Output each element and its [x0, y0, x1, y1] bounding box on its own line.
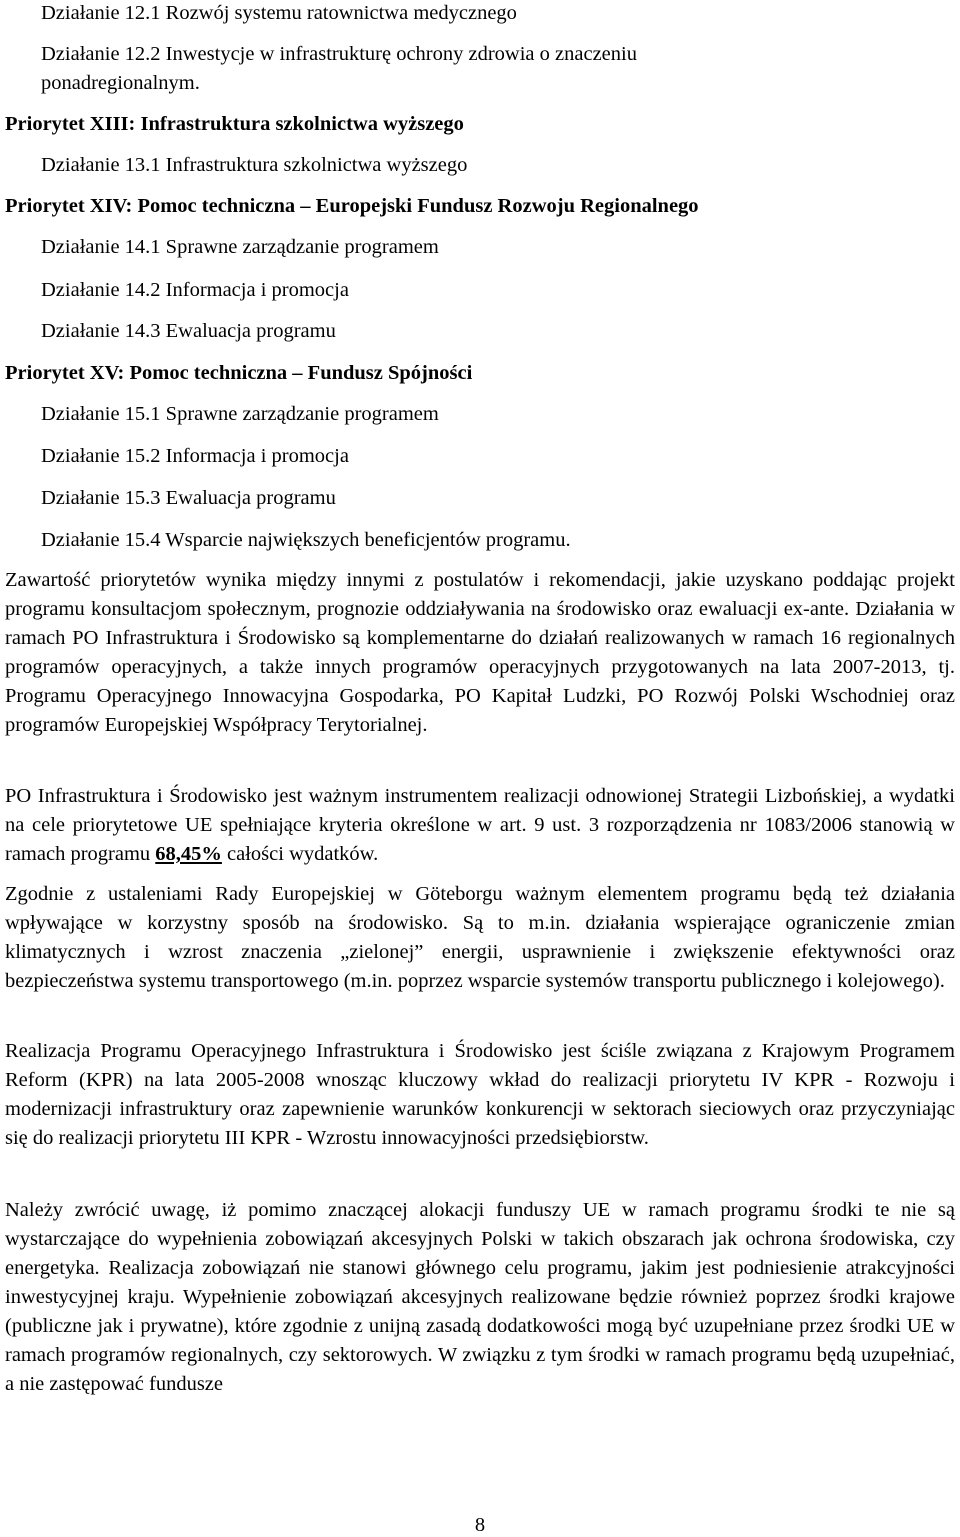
list-item: Działanie 12.2 Inwestycje w infrastrukturę ochrony zdrowia o znaczeniu — [41, 43, 637, 65]
priority-heading: Priorytet XIII: Infrastruktura szkolnictwa wyższego — [5, 113, 464, 135]
paragraph: Realizacja Programu Operacyjnego Infrastruktura i Środowisko jest ściśle związana z Krajowym Programem Reform (KPR) na lata 2005-2008 wnosząc kluczowy wkład do realizacji priorytetu IV KPR - Rozwoju i modernizacji infrastruktury oraz zapewnienie warunków konkurencji w sektorach sieciowych oraz przyczyniając się do realizacji priorytetu III KPR - Wzrostu innowacyjności przedsiębiorstw. — [5, 1040, 955, 1149]
paragraph: Zawartość priorytetów wynika między innymi z postulatów i rekomendacji, jakie uzyskano poddając projekt programu konsultacjom społecznym, prognozie oddziaływania na środowisko oraz ewaluacji ex-ante. Działania w ramach PO Infrastruktura i Środowisko są komplementarne do działań realizowanych w ramach 16 regionalnych programów operacyjnych, a także innych programów operacyjnych przygotowanych na lata 2007-2013, tj. Programu Operacyjnego Innowacyjna Gospodarka, PO Kapitał Ludzki, PO Rozwój Polski Wschodniej oraz programów Europejskiej Współpracy Terytorialnej. — [5, 569, 955, 736]
priority-heading: Priorytet XIV: Pomoc techniczna – Europejski Fundusz Rozwoju Regionalnego — [5, 195, 699, 217]
list-item: Działanie 15.3 Ewaluacja programu — [41, 487, 336, 509]
priority-heading: Priorytet XV: Pomoc techniczna – Fundusz Spójności — [5, 362, 473, 384]
paragraph-text: PO Infrastruktura i Środowisko jest ważnym instrumentem realizacji odnowionej Strategii Lizbońskiej, a wydatki na cele priorytetowe UE spełniające kryteria określone w art. 9 ust. 3 rozporządzenia nr 1083/2006 stanowią w ramach programu — [5, 785, 955, 865]
paragraph: Zgodnie z ustaleniami Rady Europejskiej w Göteborgu ważnym elementem programu będą też działania wpływające w korzystny sposób na środowisko. Są to m.in. działania wspierające ograniczenie zmian klimatycznych i wzrost znaczenia „zielonej” energii, usprawnienie i zwiększenie efektywności oraz bezpieczeństwa systemu transportowego (m.in. poprzez wsparcie systemów transportu publicznego i kolejowego). — [5, 883, 955, 992]
list-item: Działanie 15.2 Informacja i promocja — [41, 445, 349, 467]
list-item: Działanie 14.1 Sprawne zarządzanie programem — [41, 236, 439, 258]
list-item: Działanie 15.1 Sprawne zarządzanie programem — [41, 403, 439, 425]
list-item: Działanie 14.3 Ewaluacja programu — [41, 320, 336, 342]
percentage-highlight: 68,45% — [155, 843, 222, 865]
paragraph-text: całości wydatków. — [221, 843, 379, 865]
list-item: Działanie 15.4 Wsparcie największych beneficjentów programu. — [41, 529, 571, 551]
list-item: Działanie 12.1 Rozwój systemu ratownictwa medycznego — [41, 2, 517, 24]
list-item: Działanie 13.1 Infrastruktura szkolnictwa wyższego — [41, 154, 468, 176]
page-number: 8 — [474, 1514, 486, 1536]
list-item: Działanie 14.2 Informacja i promocja — [41, 279, 349, 301]
paragraph — [5, 782, 955, 869]
list-item: ponadregionalnym. — [41, 72, 200, 94]
paragraph: Należy zwrócić uwagę, iż pomimo znaczącej alokacji funduszy UE w ramach programu środki te nie są wystarczające do wypełnienia zobowiązań akcesyjnych Polski w takich obszarach jak ochrona środowiska, czy energetyka. Realizacja zobowiązań nie stanowi głównego celu programu, jakim jest podniesienie atrakcyjności inwestycyjnej kraju. Wypełnienie zobowiązań akcesyjnych realizowane będzie również poprzez środki krajowe (publiczne jak i prywatne), które zgodnie z unijną zasadą dodatkowości mogą być uzupełniane przez środki UE w ramach programów regionalnych, czy sektorowych. W związku z tym środki w ramach programu będą uzupełniać, a nie zastępować fundusze — [5, 1199, 955, 1395]
